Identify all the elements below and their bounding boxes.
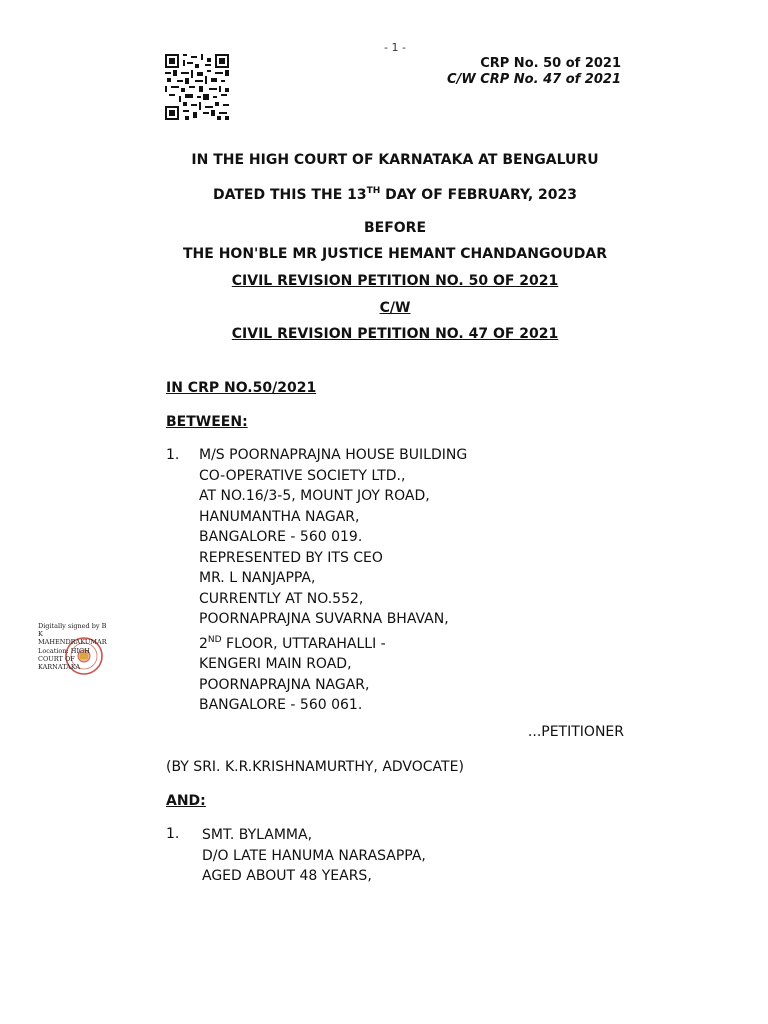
petition-title-1-text: CIVIL REVISION PETITION NO. 50 OF 2021	[231, 273, 559, 289]
petition-title-1	[0, 273, 768, 289]
page-number: - 1 -	[384, 41, 406, 54]
address-line: MR. L NANJAPPA,	[199, 570, 316, 586]
signature-line: MAHENDRAKUMAR	[38, 638, 107, 647]
case-reference	[447, 56, 621, 88]
signature-line: K	[38, 630, 43, 639]
judge-name: THE HON'BLE MR JUSTICE HEMANT CHANDANGOUDAR	[183, 246, 607, 262]
address-line: CURRENTLY AT NO.552,	[199, 590, 364, 607]
cw-label	[0, 300, 768, 316]
dated-pre: DATED THIS THE 13	[213, 187, 367, 203]
cw-label-text: C/W	[379, 300, 411, 316]
floor-sup: ND	[207, 634, 222, 645]
digital-signature-text	[38, 622, 110, 671]
respondent-number: 1.	[166, 826, 180, 842]
between-label: BETWEEN:	[166, 414, 248, 430]
signature-line: Location: HIGH	[38, 646, 90, 655]
signature-line: Digitally signed by B	[38, 622, 107, 630]
petitioner-number: 1.	[166, 447, 180, 463]
address-line: M/S POORNAPRAJNA HOUSE BUILDING	[199, 447, 468, 463]
petitioner-role: ...PETITIONER	[527, 724, 624, 740]
address-line: POORNAPRAJNA NAGAR,	[199, 676, 370, 693]
signature-line: KARNATAKA	[38, 663, 81, 672]
address-line: SMT. BYLAMMA,	[202, 827, 313, 843]
floor-pre: 2	[199, 635, 208, 652]
dated-sup: TH	[366, 186, 381, 196]
case-ref-line2: C/W CRP No. 47 of 2021	[447, 72, 621, 87]
qr-code	[165, 54, 229, 120]
address-line: KENGERI MAIN ROAD,	[199, 656, 352, 672]
petition-title-2	[0, 326, 768, 342]
petition-title-2-text: CIVIL REVISION PETITION NO. 47 OF 2021	[231, 326, 559, 342]
address-line: CO-OPERATIVE SOCIETY LTD.,	[199, 467, 406, 484]
case-ref-line1: CRP No. 50 of 2021	[480, 56, 621, 71]
address-line: AT NO.16/3-5, MOUNT JOY ROAD,	[199, 488, 430, 504]
address-line: BANGALORE - 560 019.	[199, 529, 363, 545]
petitioner-address	[199, 445, 467, 716]
and-label: AND:	[166, 793, 206, 809]
dated-line	[0, 186, 768, 203]
address-line: D/O LATE HANUMA NARASAPPA,	[202, 847, 426, 864]
in-crp-label: IN CRP NO.50/2021	[166, 380, 317, 396]
court-title: IN THE HIGH COURT OF KARNATAKA AT BENGALURU	[191, 152, 599, 168]
floor-post: FLOOR, UTTARAHALLI -	[221, 635, 386, 652]
address-line-floor	[199, 630, 467, 655]
signature-line: COURT OF	[38, 654, 75, 663]
respondent-address	[202, 825, 426, 887]
before-label: BEFORE	[363, 220, 427, 236]
address-line: HANUMANTHA NAGAR,	[199, 508, 360, 525]
address-line: BANGALORE - 560 061.	[199, 697, 363, 713]
address-line: POORNAPRAJNA SUVARNA BHAVAN,	[199, 611, 449, 627]
address-line: AGED ABOUT 48 YEARS,	[202, 868, 372, 884]
counsel-line: (BY SRI. K.R.KRISHNAMURTHY, ADVOCATE)	[166, 759, 464, 775]
address-line: REPRESENTED BY ITS CEO	[199, 549, 383, 566]
dated-post: DAY OF FEBRUARY, 2023	[380, 187, 577, 203]
